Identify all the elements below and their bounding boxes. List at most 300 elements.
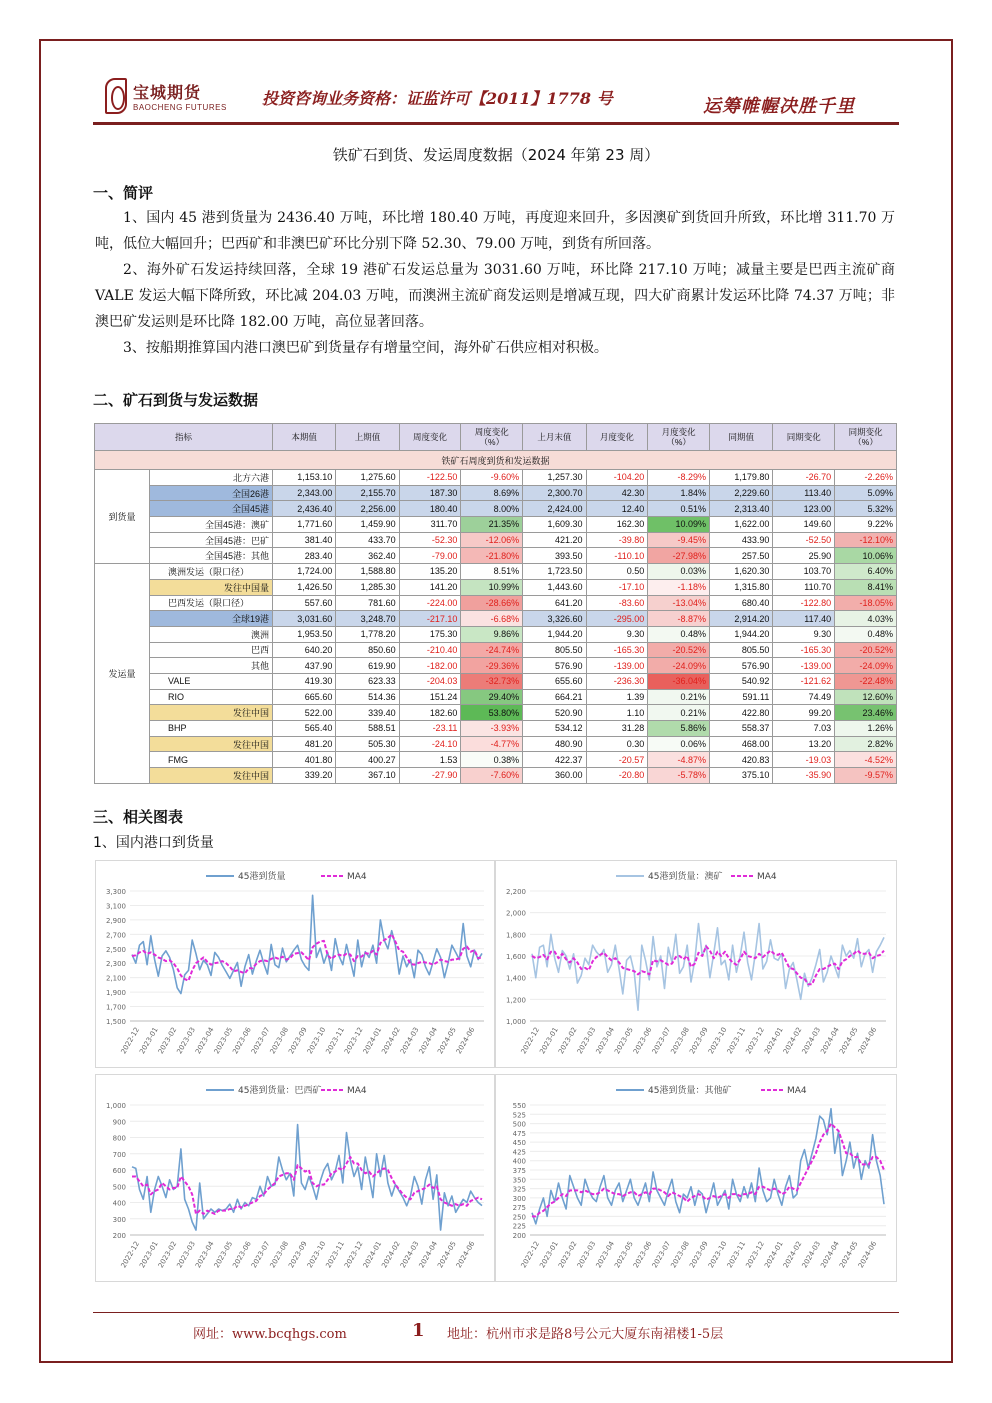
table-row-label: 全国26港 [150, 485, 273, 501]
legend-series-label: 45港到货量：澳矿 [648, 872, 723, 882]
table-cell: 1,771.60 [273, 517, 336, 533]
table-cell: -165.30 [586, 642, 648, 658]
table-cell: 565.40 [273, 721, 336, 737]
table-header-cell: 上月末值 [523, 424, 586, 451]
table-cell: 21.35% [461, 517, 523, 533]
x-tick-label: 2023-10 [305, 1240, 328, 1270]
table-cell: -139.00 [586, 658, 648, 674]
table-cell: -22.48% [835, 673, 897, 689]
table-cell: -13.04% [648, 595, 710, 611]
table-cell: 31.28 [586, 721, 648, 737]
legend-series-label: 45港到货量：巴西矿 [238, 1086, 322, 1096]
table-cell: -210.40 [399, 642, 461, 658]
table-row [95, 548, 897, 564]
report-title: 铁矿石到货、发运周度数据（2024 年第 23 周） [332, 146, 660, 164]
x-tick-label: 2023-02 [557, 1026, 579, 1056]
table-cell: 0.48% [835, 626, 897, 642]
table-cell: -20.52% [835, 642, 897, 658]
y-tick-label: 1,900 [105, 989, 126, 998]
table-cell: -12.06% [461, 532, 523, 548]
table-cell: -12.10% [835, 532, 897, 548]
table-row [95, 768, 897, 784]
table-cell: -104.20 [586, 470, 648, 486]
y-tick-label: 450 [512, 1139, 526, 1148]
y-tick-label: 1,500 [105, 1018, 126, 1026]
table-cell: 3,326.60 [523, 611, 586, 627]
table-row-label: 发往中国 [150, 705, 273, 721]
table-cell: 74.49 [773, 689, 835, 705]
table-cell: 12.40 [586, 501, 648, 517]
table-cell: 591.11 [710, 689, 773, 705]
table-cell: 623.33 [336, 673, 399, 689]
y-tick-label: 2,700 [105, 931, 126, 940]
y-tick-label: 550 [512, 1102, 526, 1110]
table-header-cell: 周度变化 [399, 424, 461, 451]
table-cell: -4.77% [461, 736, 523, 752]
chart-legend [206, 870, 367, 882]
legend-series-label: 45港到货量 [238, 872, 286, 882]
x-tick-label: 2023-11 [725, 1240, 748, 1270]
x-tick-label: 2023-03 [175, 1026, 197, 1056]
section-3-heading: 三、相关图表 [93, 808, 184, 826]
x-tick-label: 2023-06 [231, 1240, 253, 1270]
table-cell: 1,620.30 [710, 564, 773, 580]
table-cell: 162.30 [586, 517, 648, 533]
table-cell: 505.30 [336, 736, 399, 752]
x-tick-label: 2023-08 [669, 1240, 691, 1270]
table-cell: -204.03 [399, 673, 461, 689]
table-cell: 480.90 [523, 736, 586, 752]
y-tick-label: 300 [512, 1194, 526, 1203]
table-cell: -110.10 [586, 548, 648, 564]
table-cell: 362.40 [336, 548, 399, 564]
table-cell: -8.29% [648, 470, 710, 486]
chart-45port-australia [495, 860, 897, 1068]
chart-legend [616, 1084, 807, 1096]
table-cell: 437.90 [273, 658, 336, 674]
x-tick-label: 2024-06 [454, 1026, 477, 1056]
table-row-label: 其他 [150, 658, 273, 674]
table-cell: 850.60 [336, 642, 399, 658]
table-cell: -7.60% [461, 768, 523, 784]
table-cell: 2,229.60 [710, 485, 773, 501]
table-row-label: RIO [150, 689, 273, 705]
x-tick-label: 2024-05 [436, 1026, 458, 1056]
table-header-cell: 本期值 [273, 424, 336, 451]
logo-en-text: BAOCHENG FUTURES [133, 103, 227, 112]
table-cell: 781.60 [336, 595, 399, 611]
x-tick-label: 2023-03 [575, 1026, 598, 1056]
table-cell: 0.30 [586, 736, 648, 752]
page-number: 1 [412, 1320, 425, 1341]
table-cell: 393.50 [523, 548, 586, 564]
paragraph-2: 2、海外矿石发运持续回落，全球 19 港矿石发运总量为 3031.60 万吨，环比降 217.10 万吨；减量主要是巴西主流矿商 VALE 发运大幅下降所致，环比减 204.03 万吨，而澳洲主流矿商发运则是增减互现，四大矿商累计发运环比降 74.37 万吨；非澳巴矿发运则是环比降 182.00 万吨，高位显著回落。 [95, 262, 895, 330]
table-cell: 665.60 [273, 689, 336, 705]
table-cell: -165.30 [773, 642, 835, 658]
table-cell: -24.09% [835, 658, 897, 674]
table-cell: 7.03 [773, 721, 835, 737]
table-row [95, 673, 897, 689]
section-2-heading: 二、矿石到货与发运数据 [93, 391, 259, 409]
x-tick-label: 2023-07 [249, 1026, 272, 1056]
table-cell: 0.38% [461, 752, 523, 768]
table-cell: 1.53 [399, 752, 461, 768]
y-tick-label: 325 [512, 1185, 526, 1194]
table-cell: -2.26% [835, 470, 897, 486]
table-row-label: 全球19港 [150, 611, 273, 627]
table-cell: -20.52% [648, 642, 710, 658]
table-cell: 433.90 [710, 532, 773, 548]
x-tick-label: 2023-07 [650, 1240, 673, 1270]
table-cell: 419.30 [273, 673, 336, 689]
table-row [95, 579, 897, 595]
table-cell: 1,724.00 [273, 564, 336, 580]
table-cell: 1,609.30 [523, 517, 586, 533]
table-cell: 805.50 [523, 642, 586, 658]
table-cell: 558.37 [710, 721, 773, 737]
x-tick-label: 2023-04 [194, 1240, 216, 1270]
x-tick-label: 2024-02 [781, 1240, 804, 1270]
table-cell: 1,588.80 [336, 564, 399, 580]
legend-series-label: 45港到货量：其他矿 [648, 1086, 732, 1096]
x-tick-label: 2024-01 [361, 1240, 384, 1270]
x-tick-label: 2024-04 [819, 1026, 841, 1056]
company-logo [105, 74, 235, 118]
table-cell: 23.46% [835, 705, 897, 721]
arrival-series-line [532, 924, 884, 1011]
table-cell: 401.80 [273, 752, 336, 768]
x-tick-label: 2024-03 [398, 1026, 421, 1056]
table-cell: 1,315.80 [710, 579, 773, 595]
table-cell: -39.80 [586, 532, 648, 548]
table-cell: 1,153.10 [273, 470, 336, 486]
table-cell: -18.05% [835, 595, 897, 611]
table-cell: -83.60 [586, 595, 648, 611]
table-row-label: FMG [150, 752, 273, 768]
table-cell: 619.90 [336, 658, 399, 674]
table-cell: -139.00 [773, 658, 835, 674]
table-cell: 5.32% [835, 501, 897, 517]
table-row-label: 全国45港：巴矿 [150, 532, 273, 548]
table-cell: 13.20 [773, 736, 835, 752]
y-tick-label: 700 [112, 1150, 126, 1159]
table-cell: -36.04% [648, 673, 710, 689]
table-cell: 0.06% [648, 736, 710, 752]
table-caption: 铁矿石周度到货和发运数据 [95, 451, 897, 470]
table-cell: -20.57 [586, 752, 648, 768]
x-tick-label: 2024-06 [856, 1240, 879, 1270]
table-cell: 9.30 [586, 626, 648, 642]
table-cell: 2,914.20 [710, 611, 773, 627]
table-cell: -20.80 [586, 768, 648, 784]
subsection-heading: 1、国内港口到货量 [93, 835, 214, 851]
table-cell: -6.68% [461, 611, 523, 627]
table-cell: 1,622.00 [710, 517, 773, 533]
table-cell: 8.51% [461, 564, 523, 580]
table-cell: 6.40% [835, 564, 897, 580]
y-tick-label: 275 [512, 1204, 526, 1213]
table-row [95, 611, 897, 627]
table-cell: 9.86% [461, 626, 523, 642]
table-cell: 0.51% [648, 501, 710, 517]
table-cell: -236.30 [586, 673, 648, 689]
table-cell: 0.21% [648, 689, 710, 705]
table-row [95, 485, 897, 501]
x-tick-label: 2024-04 [417, 1026, 440, 1056]
table-cell: -9.45% [648, 532, 710, 548]
x-tick-label: 2024-01 [763, 1240, 785, 1270]
table-row-label: 巴西 [150, 642, 273, 658]
table-cell: 400.27 [336, 752, 399, 768]
x-tick-label: 2023-04 [594, 1240, 617, 1270]
legend-ma-label: MA4 [347, 1086, 367, 1096]
table-body [95, 470, 897, 784]
table-cell: 1,459.90 [336, 517, 399, 533]
table-cell: 433.70 [336, 532, 399, 548]
table-cell: -17.10 [586, 579, 648, 595]
header-divider [93, 122, 899, 125]
table-group-cell: 发运量 [95, 564, 150, 784]
x-tick-label: 2024-02 [781, 1026, 804, 1056]
x-tick-label: 2023-09 [287, 1240, 309, 1270]
y-tick-label: 400 [512, 1157, 526, 1166]
table-row [95, 470, 897, 486]
x-tick-label: 2023-07 [249, 1240, 272, 1270]
table-header-cell: 同期变化 [773, 424, 835, 451]
x-tick-label: 2023-06 [631, 1240, 654, 1270]
y-tick-label: 1,000 [505, 1018, 526, 1026]
table-cell: 360.00 [523, 768, 586, 784]
paragraph-1: 1、国内 45 港到货量为 2436.40 万吨，环比增 180.40 万吨，再度迎来回升，多因澳矿到货回升所致，环比增 311.70 万吨，低位大幅回升；巴西矿和非澳巴矿环比分别下降 52.30、79.00 万吨，到货有所回落。 [95, 210, 895, 252]
table-cell: 2,424.00 [523, 501, 586, 517]
table-cell: 1,778.20 [336, 626, 399, 642]
y-tick-label: 1,800 [505, 931, 526, 940]
x-tick-label: 2023-03 [575, 1240, 598, 1270]
table-cell: 2,313.40 [710, 501, 773, 517]
table-cell: 339.40 [336, 705, 399, 721]
table-cell: -4.52% [835, 752, 897, 768]
y-tick-label: 2,000 [505, 909, 526, 918]
table-cell: 422.37 [523, 752, 586, 768]
table-cell: 1.26% [835, 721, 897, 737]
y-tick-label: 500 [112, 1183, 126, 1192]
table-cell: -3.93% [461, 721, 523, 737]
x-tick-label: 2023-05 [212, 1026, 235, 1056]
table-cell: 283.40 [273, 548, 336, 564]
table-cell: 151.24 [399, 689, 461, 705]
table-cell: -52.50 [773, 532, 835, 548]
x-tick-label: 2024-04 [819, 1240, 841, 1270]
table-row-label: 澳洲发运（限口径） [150, 564, 273, 580]
x-tick-label: 2023-08 [268, 1026, 291, 1056]
table-cell: 1,257.30 [523, 470, 586, 486]
table-cell: 8.00% [461, 501, 523, 517]
table-row [95, 689, 897, 705]
y-tick-label: 800 [112, 1134, 126, 1143]
table-row [95, 658, 897, 674]
table-cell: 468.00 [710, 736, 773, 752]
table-cell: -21.80% [461, 548, 523, 564]
x-tick-label: 2023-09 [688, 1240, 710, 1270]
table-cell: 8.41% [835, 579, 897, 595]
table-cell: -79.00 [399, 548, 461, 564]
x-tick-label: 2023-05 [212, 1240, 235, 1270]
table-cell: -121.62 [773, 673, 835, 689]
y-tick-label: 400 [112, 1199, 126, 1208]
table-cell: 53.80% [461, 705, 523, 721]
x-tick-label: 2023-08 [669, 1026, 691, 1056]
table-cell: 113.40 [773, 485, 835, 501]
y-tick-label: 475 [512, 1129, 526, 1138]
x-tick-label: 2023-08 [268, 1240, 291, 1270]
table-cell: 1,944.20 [523, 626, 586, 642]
legend-ma-label: MA4 [347, 872, 367, 882]
y-tick-label: 1,600 [505, 953, 526, 961]
x-tick-label: 2024-03 [800, 1240, 823, 1270]
table-cell: 29.40% [461, 689, 523, 705]
table-cell: 5.09% [835, 485, 897, 501]
x-tick-label: 2023-10 [706, 1026, 729, 1056]
table-row-label: 全国45港 [150, 501, 273, 517]
table-cell: 576.90 [523, 658, 586, 674]
x-tick-label: 2023-04 [194, 1026, 216, 1056]
chart-legend [616, 870, 777, 882]
table-cell: 10.09% [648, 517, 710, 533]
x-tick-label: 2023-11 [324, 1240, 346, 1270]
y-tick-label: 500 [512, 1120, 526, 1129]
y-tick-label: 425 [512, 1148, 526, 1157]
table-cell: 2,300.70 [523, 485, 586, 501]
table-cell: 2,343.00 [273, 485, 336, 501]
x-tick-label: 2023-05 [613, 1240, 635, 1270]
table-cell: 10.06% [835, 548, 897, 564]
table-row [95, 517, 897, 533]
table-cell: 1,953.50 [273, 626, 336, 642]
table-header-row [95, 424, 897, 451]
table-header-cell: 月度变化 [586, 424, 648, 451]
x-tick-label: 2023-02 [557, 1240, 579, 1270]
table-cell: -122.50 [399, 470, 461, 486]
x-tick-label: 2023-04 [594, 1026, 617, 1056]
y-tick-label: 1,700 [105, 1003, 126, 1012]
table-cell: 180.40 [399, 501, 461, 517]
footer-divider [93, 1312, 899, 1313]
table-cell: 135.20 [399, 564, 461, 580]
chart-45port-brazil [95, 1074, 495, 1282]
table-cell: -29.36% [461, 658, 523, 674]
table-cell: -5.78% [648, 768, 710, 784]
arrival-series-line [132, 1125, 482, 1231]
table-cell: -9.57% [835, 768, 897, 784]
footer-address: 地址：杭州市求是路8号公元大厦东南裙楼1-5层 [447, 1327, 724, 1342]
table-row [95, 736, 897, 752]
table-cell: 481.20 [273, 736, 336, 752]
x-tick-label: 2024-04 [417, 1240, 440, 1270]
table-cell: 2.82% [835, 736, 897, 752]
table-row [95, 721, 897, 737]
table-row [95, 626, 897, 642]
table-cell: 421.20 [523, 532, 586, 548]
table-cell: -26.70 [773, 470, 835, 486]
table-cell: 1,426.50 [273, 579, 336, 595]
x-tick-label: 2023-12 [343, 1240, 365, 1270]
table-cell: 655.60 [523, 673, 586, 689]
x-tick-label: 2023-05 [613, 1026, 635, 1056]
table-cell: 9.22% [835, 517, 897, 533]
x-tick-label: 2024-05 [838, 1240, 860, 1270]
data-table [94, 423, 897, 784]
y-tick-label: 2,200 [505, 888, 526, 896]
table-cell: 1.39 [586, 689, 648, 705]
table-cell: 117.40 [773, 611, 835, 627]
x-tick-label: 2023-06 [231, 1026, 253, 1056]
table-cell: -24.09% [648, 658, 710, 674]
table-row [95, 532, 897, 548]
table-cell: -19.03 [773, 752, 835, 768]
x-tick-label: 2023-01 [138, 1026, 160, 1056]
table-header-cell: 月度变化 （%） [648, 424, 710, 451]
table-header-cell: 周度变化 （%） [461, 424, 523, 451]
table-cell: 375.10 [710, 768, 773, 784]
x-tick-label: 2023-09 [688, 1026, 710, 1056]
table-cell: -32.73% [461, 673, 523, 689]
table-row-label: 全国45港：其他 [150, 548, 273, 564]
x-tick-label: 2022-12 [519, 1240, 542, 1270]
y-tick-label: 300 [112, 1215, 126, 1224]
table-cell: 540.92 [710, 673, 773, 689]
x-tick-label: 2023-03 [175, 1240, 197, 1270]
table-row [95, 752, 897, 768]
table-cell: 381.40 [273, 532, 336, 548]
table-cell: 25.90 [773, 548, 835, 564]
qualification-text: 投资咨询业务资格：证监许可【2011】1778 号 [262, 89, 613, 108]
x-tick-label: 2024-06 [856, 1026, 879, 1056]
table-cell: 187.30 [399, 485, 461, 501]
table-cell: 12.60% [835, 689, 897, 705]
table-cell: 311.70 [399, 517, 461, 533]
x-tick-label: 2023-02 [156, 1026, 179, 1056]
table-cell: -27.90 [399, 768, 461, 784]
table-cell: -4.87% [648, 752, 710, 768]
table-cell: 175.30 [399, 626, 461, 642]
table-row-label: 发往中国量 [150, 579, 273, 595]
x-tick-label: 2023-12 [343, 1026, 365, 1056]
y-tick-label: 200 [112, 1232, 126, 1240]
table-cell: 10.99% [461, 579, 523, 595]
table-row-label: 发往中国 [150, 768, 273, 784]
table-cell: -122.80 [773, 595, 835, 611]
table-cell: 680.40 [710, 595, 773, 611]
y-tick-label: 2,500 [105, 945, 126, 954]
y-tick-label: 525 [512, 1111, 526, 1120]
table-cell: 110.70 [773, 579, 835, 595]
table-cell: -28.66% [461, 595, 523, 611]
table-header-cell: 上期值 [336, 424, 399, 451]
x-tick-label: 2024-06 [454, 1240, 477, 1270]
x-tick-label: 2024-01 [763, 1026, 785, 1056]
table-cell: 3,031.60 [273, 611, 336, 627]
table-cell: 576.90 [710, 658, 773, 674]
table-cell: -217.10 [399, 611, 461, 627]
table-cell: 1,443.60 [523, 579, 586, 595]
table-header-cell: 同期值 [710, 424, 773, 451]
table-cell: 0.48% [648, 626, 710, 642]
table-cell: 1,275.60 [336, 470, 399, 486]
x-tick-label: 2023-12 [744, 1026, 766, 1056]
paragraph-3: 3、按船期推算国内港口澳巴矿到货量存有增量空间，海外矿石供应相对积极。 [123, 340, 608, 356]
y-tick-label: 600 [112, 1167, 126, 1175]
table-cell: 534.12 [523, 721, 586, 737]
